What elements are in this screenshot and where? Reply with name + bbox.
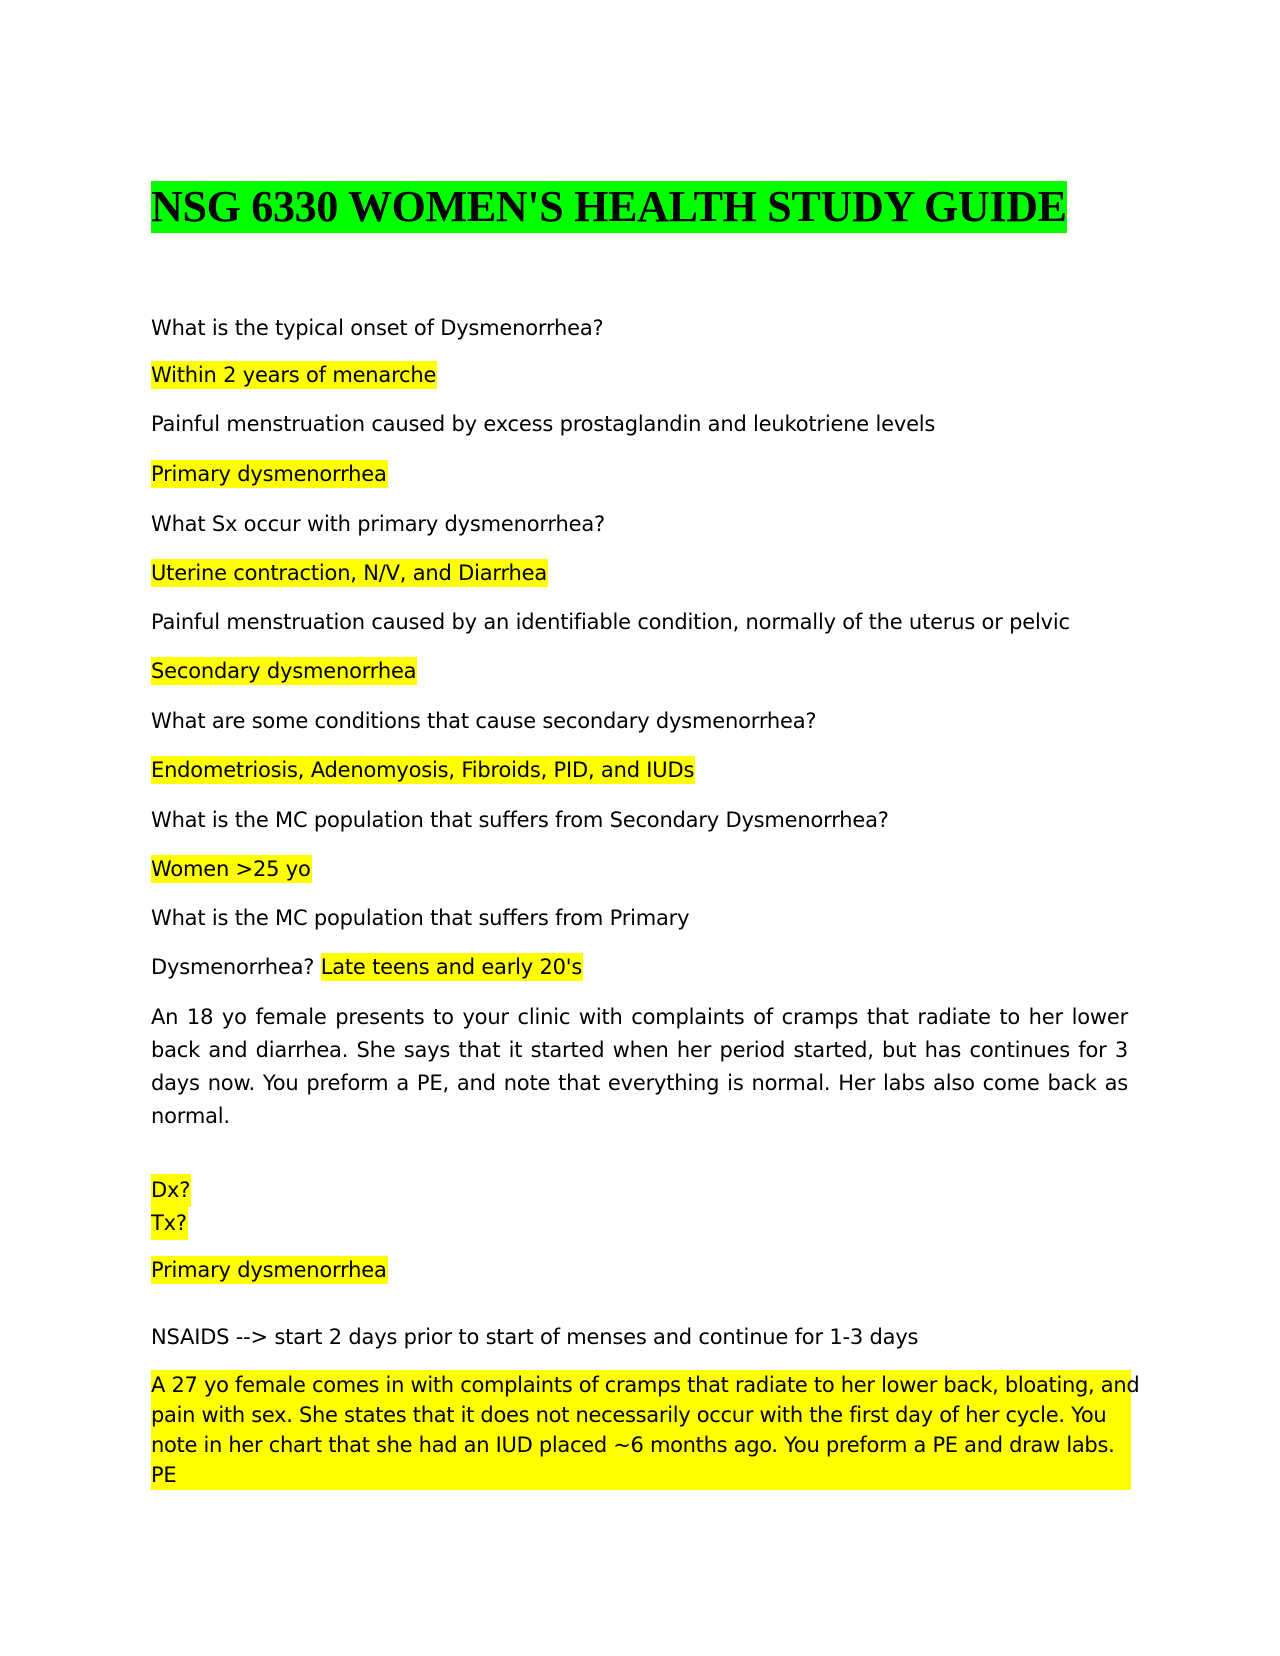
answer-highlight: Uterine contraction, N/V, and Diarrhea xyxy=(151,561,548,585)
answer-secondary-population xyxy=(151,855,312,883)
answer-highlight: Late teens and early 20's xyxy=(320,955,583,979)
dx-label xyxy=(151,1174,191,1207)
answer-highlight: Within 2 years of menarche xyxy=(151,363,437,387)
case-2-paragraph xyxy=(151,1370,1140,1490)
answer-symptoms xyxy=(151,559,548,587)
question-secondary-population: What is the MC population that suffers from Secondary Dysmenorrhea? xyxy=(151,808,889,832)
answer-conditions xyxy=(151,756,695,784)
case-1-dx xyxy=(151,1256,388,1284)
question-primary-population: What is the MC population that suffers from Primary xyxy=(151,906,690,930)
case-1-tx: NSAIDS --> start 2 days prior to start of menses and continue for 1-3 days xyxy=(151,1325,919,1349)
document-title: NSG 6330 WOMEN'S HEALTH STUDY GUIDE xyxy=(151,182,1067,231)
question-primary-population-cont xyxy=(151,953,583,981)
question-identifiable: Painful menstruation caused by an identifiable condition, normally of the uterus or pelvic xyxy=(151,610,1070,634)
answer-highlight: Dx? xyxy=(151,1174,191,1207)
case-2-line: note in her chart that she had an IUD placed ~6 months ago. You preform a PE and draw labs. xyxy=(151,1433,1115,1457)
answer-highlight: Primary dysmenorrhea xyxy=(151,462,387,486)
tx-label xyxy=(151,1207,188,1240)
case-2-line: pain with sex. She states that it does not necessarily occur with the first day of her cycle. You xyxy=(151,1403,1107,1427)
answer-highlight: Tx? xyxy=(151,1207,188,1240)
answer-highlight: Women >25 yo xyxy=(151,857,311,881)
question-text: Dysmenorrhea? xyxy=(151,955,315,979)
answer-primary xyxy=(151,460,388,488)
question-prostaglandin: Painful menstruation caused by excess prostaglandin and leukotriene levels xyxy=(151,412,936,436)
case-2-line: A 27 yo female comes in with complaints of cramps that radiate to her lower back, bloating, and xyxy=(151,1373,1140,1397)
question-onset: What is the typical onset of Dysmenorrhea? xyxy=(151,316,604,340)
question-conditions: What are some conditions that cause secondary dysmenorrhea? xyxy=(151,709,817,733)
answer-highlight: Primary dysmenorrhea xyxy=(151,1258,387,1282)
answer-highlight: Secondary dysmenorrhea xyxy=(151,659,417,683)
answer-onset xyxy=(151,361,437,389)
answer-secondary xyxy=(151,657,417,685)
answer-highlight: Endometriosis, Adenomyosis, Fibroids, PID, and IUDs xyxy=(151,758,695,782)
case-2-line: PE xyxy=(151,1463,177,1487)
question-symptoms: What Sx occur with primary dysmenorrhea? xyxy=(151,512,605,536)
case-1-paragraph: An 18 yo female presents to your clinic with complaints of cramps that radiate to her lower back and diarrhea. She says that it started when her period started, but has continues for 3 days now. You preform a PE, and note that everything is normal. Her labs also come back as normal. xyxy=(151,1005,1128,1128)
